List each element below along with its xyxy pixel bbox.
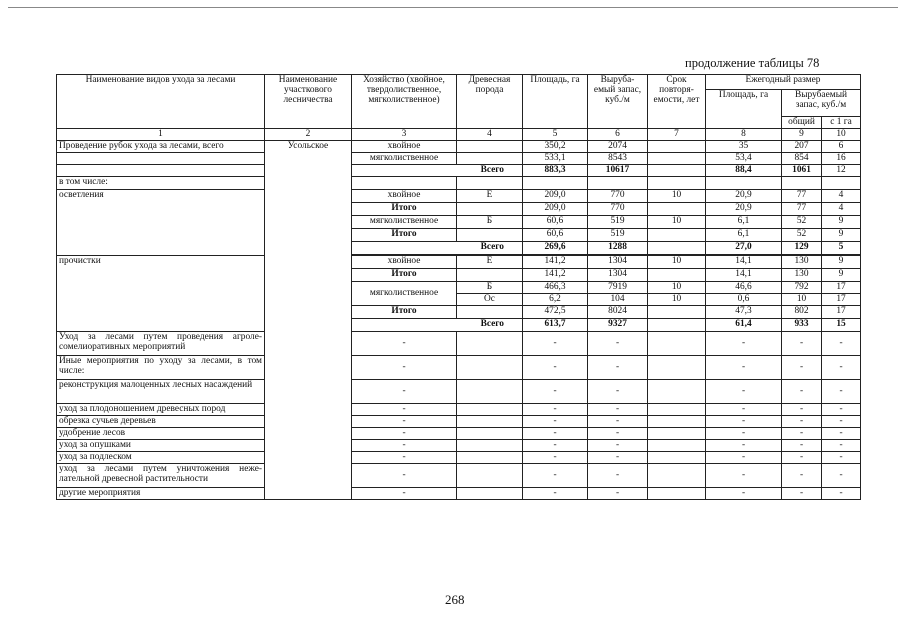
stock-cell: 104 <box>588 294 648 306</box>
annual-per-ha-cell: 9 <box>822 216 861 229</box>
stock-cell: 1304 <box>588 256 648 269</box>
annual-area-cell: 88,4 <box>706 165 782 177</box>
table-row: Иные мероприятия по уходу за лесами, в том числе: - - - - - - <box>57 356 861 380</box>
row-label: осветления <box>57 190 265 256</box>
farm-cell: мягколиственное <box>352 216 457 229</box>
annual-area-cell: 0,6 <box>706 294 782 306</box>
annual-per-ha-cell: 12 <box>822 165 861 177</box>
period-cell: 10 <box>648 216 706 229</box>
table-row: реконструкция малоценных лесных насаждений - - - - - - <box>57 380 861 404</box>
row-label: другие мероприятия <box>57 488 265 500</box>
species-cell: Б <box>457 282 523 294</box>
row-label: обрезка сучьев деревьев <box>57 416 265 428</box>
area-cell: 269,6 <box>523 242 588 255</box>
area-cell: 472,5 <box>523 306 588 319</box>
annual-area-cell: 6,1 <box>706 216 782 229</box>
annual-total-cell: 1061 <box>782 165 822 177</box>
area-cell: 141,2 <box>523 269 588 282</box>
annual-total-cell: 77 <box>782 190 822 203</box>
table-row: уход за опушками - - - - - - <box>57 440 861 452</box>
row-label: уход за подлеском <box>57 452 265 464</box>
grand-total-label: Всего <box>352 242 523 255</box>
annual-per-ha-cell: 5 <box>822 242 861 255</box>
row-label <box>57 165 265 177</box>
row-label <box>57 153 265 165</box>
annual-per-ha-cell: 4 <box>822 203 861 216</box>
header-district: Наименование участкового лесничества <box>265 75 352 129</box>
header-species: Древесная порода <box>457 75 523 129</box>
annual-area-cell: 6,1 <box>706 229 782 242</box>
grand-total-label: Всего <box>352 165 523 177</box>
species-cell <box>457 203 523 216</box>
col-num: 1 <box>57 129 265 141</box>
area-cell: 141,2 <box>523 256 588 269</box>
annual-area-cell: 53,4 <box>706 153 782 165</box>
col-num: 6 <box>588 129 648 141</box>
row-label: уход за плодоношением древесных пород <box>57 404 265 416</box>
stock-cell: 519 <box>588 216 648 229</box>
area-cell: 466,3 <box>523 282 588 294</box>
period-cell: 10 <box>648 282 706 294</box>
annual-per-ha-cell: 4 <box>822 190 861 203</box>
annual-area-cell: 14,1 <box>706 269 782 282</box>
annual-total-cell: 130 <box>782 269 822 282</box>
species-cell: Ос <box>457 294 523 306</box>
row-label: в том числе: <box>57 177 265 190</box>
annual-per-ha-cell: 6 <box>822 141 861 153</box>
subtotal-label: Итого <box>352 229 457 242</box>
header-annual: Ежегодный размер <box>706 75 861 90</box>
annual-total-cell: 52 <box>782 216 822 229</box>
area-cell: 350,2 <box>523 141 588 153</box>
header-annual-stock: Вырубаемый запас, куб./м <box>782 90 861 117</box>
annual-total-cell: 52 <box>782 229 822 242</box>
col-num: 2 <box>265 129 352 141</box>
annual-area-cell: 27,0 <box>706 242 782 255</box>
annual-per-ha-cell: 9 <box>822 269 861 282</box>
header-area: Площадь, га <box>523 75 588 129</box>
stock-cell: 770 <box>588 203 648 216</box>
annual-per-ha-cell: 17 <box>822 306 861 319</box>
farm-cell: хвойное <box>352 190 457 203</box>
row-label: удобрение лесов <box>57 428 265 440</box>
annual-area-cell: 61,4 <box>706 319 782 332</box>
annual-per-ha-cell: 17 <box>822 282 861 294</box>
period-cell <box>648 141 706 153</box>
table-caption: продолжение таблицы 78 <box>685 56 820 70</box>
annual-area-cell: 14,1 <box>706 256 782 269</box>
annual-area-cell: 20,9 <box>706 203 782 216</box>
forest-care-table <box>56 74 861 500</box>
area-cell: 6,2 <box>523 294 588 306</box>
row-label: прочистки <box>57 256 265 332</box>
area-cell: 60,6 <box>523 229 588 242</box>
table-row: уход за лесами путем уничтожения неже-лательной древесной растительности - - - - - - <box>57 464 861 488</box>
col-num: 8 <box>706 129 782 141</box>
top-rule <box>8 7 898 8</box>
area-cell: 209,0 <box>523 190 588 203</box>
farm-cell: хвойное <box>352 141 457 153</box>
period-cell <box>648 306 706 319</box>
header-total: общий <box>782 117 822 129</box>
annual-per-ha-cell: 15 <box>822 319 861 332</box>
annual-total-cell: 10 <box>782 294 822 306</box>
stock-cell: 8543 <box>588 153 648 165</box>
area-cell: 533,1 <box>523 153 588 165</box>
header-annual-area: Площадь, га <box>706 90 782 129</box>
table-row: уход за подлеском - - - - - - <box>57 452 861 464</box>
period-cell: 10 <box>648 190 706 203</box>
species-cell: Е <box>457 256 523 269</box>
stock-cell: 9327 <box>588 319 648 332</box>
stock-cell: 770 <box>588 190 648 203</box>
species-cell <box>457 229 523 242</box>
annual-total-cell: 792 <box>782 282 822 294</box>
period-cell <box>648 229 706 242</box>
table-row <box>57 165 861 177</box>
annual-per-ha-cell: 9 <box>822 256 861 269</box>
col-num: 4 <box>457 129 523 141</box>
table-row <box>57 256 861 269</box>
col-num: 3 <box>352 129 457 141</box>
annual-per-ha-cell: 16 <box>822 153 861 165</box>
annual-total-cell: 77 <box>782 203 822 216</box>
col-num: 10 <box>822 129 861 141</box>
table-row <box>57 141 861 153</box>
annual-per-ha-cell: 9 <box>822 229 861 242</box>
stock-cell: 1304 <box>588 269 648 282</box>
column-numbers-row <box>57 129 861 141</box>
header-care-type: Наименование видов ухода за лесами <box>57 75 265 129</box>
row-label: реконструкция малоценных лесных насаждений <box>57 380 265 404</box>
stock-cell: 2074 <box>588 141 648 153</box>
row-label: Проведение рубок ухода за лесами, всего <box>57 141 265 153</box>
farm-cell: мягколиственное <box>352 153 457 165</box>
header-stock: Выруба-емый запас, куб./м <box>588 75 648 129</box>
annual-total-cell: 129 <box>782 242 822 255</box>
area-cell: 60,6 <box>523 216 588 229</box>
table-row <box>57 177 861 190</box>
annual-area-cell: 46,6 <box>706 282 782 294</box>
species-cell <box>457 153 523 165</box>
annual-total-cell: 207 <box>782 141 822 153</box>
period-cell: 10 <box>648 256 706 269</box>
stock-cell: 1288 <box>588 242 648 255</box>
row-label: Уход за лесами путем проведения агроле-сомелиоративных мероприятий <box>57 332 265 356</box>
farm-cell: хвойное <box>352 256 457 269</box>
annual-total-cell: 854 <box>782 153 822 165</box>
table-row: обрезка сучьев деревьев - - - - - - <box>57 416 861 428</box>
area-cell: 613,7 <box>523 319 588 332</box>
subtotal-label: Итого <box>352 203 457 216</box>
table-row: удобрение лесов - - - - - - <box>57 428 861 440</box>
period-cell <box>648 153 706 165</box>
farm-cell: мягколиственное <box>352 282 457 306</box>
annual-total-cell: 802 <box>782 306 822 319</box>
header-farm: Хозяйство (хвойное, твердолиственное, мягколиственное) <box>352 75 457 129</box>
period-cell <box>648 319 706 332</box>
annual-total-cell: 933 <box>782 319 822 332</box>
period-cell <box>648 269 706 282</box>
col-num: 5 <box>523 129 588 141</box>
header-per-ha: с 1 га <box>822 117 861 129</box>
stock-cell: 8024 <box>588 306 648 319</box>
row-label: Иные мероприятия по уходу за лесами, в том числе: <box>57 356 265 380</box>
table-row: Уход за лесами путем проведения агроле-сомелиоративных мероприятий - - - - - - <box>57 332 861 356</box>
header-period: Срок повторя-емости, лет <box>648 75 706 129</box>
period-cell <box>648 242 706 255</box>
table-row <box>57 190 861 203</box>
annual-total-cell: 130 <box>782 256 822 269</box>
table-row: уход за плодоношением древесных пород - - - - - - <box>57 404 861 416</box>
annual-area-cell: 20,9 <box>706 190 782 203</box>
species-cell: Б <box>457 216 523 229</box>
subtotal-label: Итого <box>352 269 457 282</box>
table-row <box>57 153 861 165</box>
subtotal-label: Итого <box>352 306 457 319</box>
species-cell <box>457 269 523 282</box>
col-num: 9 <box>782 129 822 141</box>
stock-cell: 10617 <box>588 165 648 177</box>
annual-area-cell: 35 <box>706 141 782 153</box>
grand-total-label: Всего <box>352 319 523 332</box>
period-cell <box>648 203 706 216</box>
table-row: другие мероприятия - - - - - - <box>57 488 861 500</box>
area-cell: 209,0 <box>523 203 588 216</box>
area-cell: 883,3 <box>523 165 588 177</box>
annual-per-ha-cell: 17 <box>822 294 861 306</box>
row-label: уход за опушками <box>57 440 265 452</box>
stock-cell: 519 <box>588 229 648 242</box>
species-cell <box>457 141 523 153</box>
stock-cell: 7919 <box>588 282 648 294</box>
district-name: Усольское <box>265 141 352 500</box>
period-cell: 10 <box>648 294 706 306</box>
annual-area-cell: 47,3 <box>706 306 782 319</box>
page-number: 268 <box>445 592 465 607</box>
species-cell <box>457 306 523 319</box>
row-label: уход за лесами путем уничтожения неже-лательной древесной растительности <box>57 464 265 488</box>
col-num: 7 <box>648 129 706 141</box>
species-cell: Е <box>457 190 523 203</box>
period-cell <box>648 165 706 177</box>
